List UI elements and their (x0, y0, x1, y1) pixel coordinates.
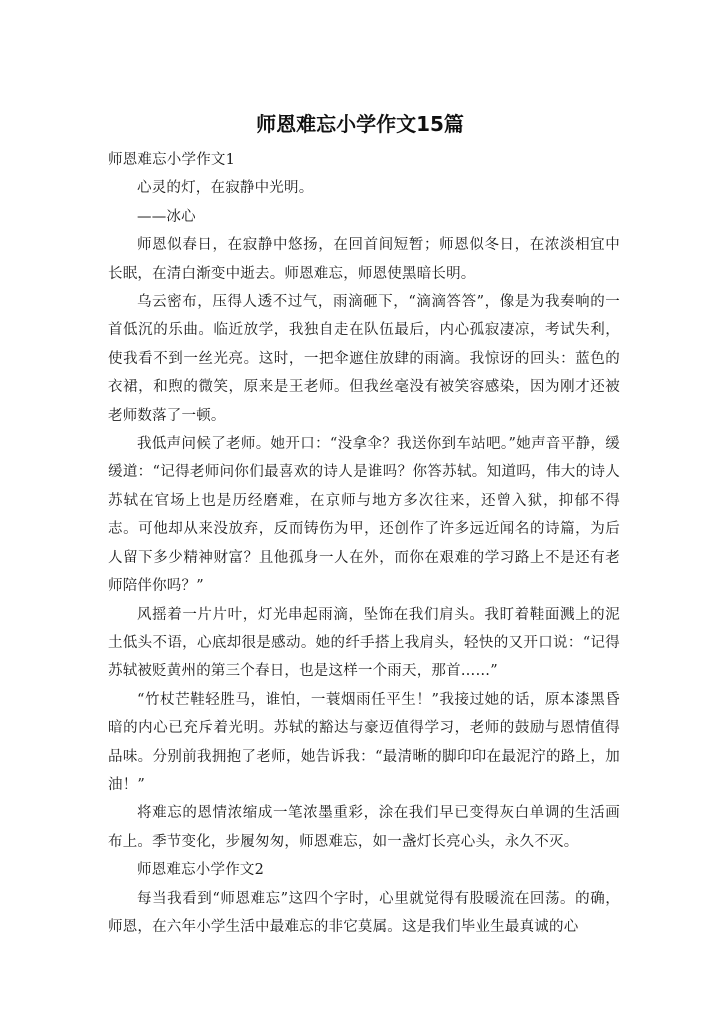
paragraph: 乌云密布，压得人透不过气，雨滴砸下，“滴滴答答”，像是为我奏响的一首低沉的乐曲。临近放学，我独自走在队伍最后，内心孤寂凄凉，考试失利，使我看不到一丝光亮。这时，一把伞遮住放肆的雨滴。我惊讶的回头：蓝色的衣裙，和煦的微笑，原来是王老师。但我丝毫没有被笑容感染，因为刚才还被老师数落了一顿。 (108, 294, 620, 424)
paragraph: 风摇着一片片叶，灯光串起雨滴，坠饰在我们肩头。我盯着鞋面溅上的泥土低头不语，心底却很是感动。她的纤手搭上我肩头，轻快的又开口说：“记得苏轼被贬黄州的第三个春日，也是这样一个雨天，那首……” (108, 606, 620, 680)
paragraph: 将难忘的恩情浓缩成一笔浓墨重彩，涂在我们早已变得灰白单调的生活画布上。季节变化，步履匆匆，师恩难忘，如一盏灯长亮心头，永久不灭。 (108, 805, 620, 850)
paragraph: 每当我看到“师恩难忘”这四个字时，心里就觉得有股暖流在回荡。的确，师恩，在六年小学生活中最难忘的非它莫属。这是我们毕业生最真诚的心 (108, 890, 620, 935)
paragraph: 师恩似春日，在寂静中悠扬，在回首间短暂；师恩似冬日，在浓淡相宜中长眠，在清白渐变中逝去。师恩难忘，师恩使黑暗长明。 (108, 237, 620, 282)
section-heading: 师恩难忘小学作文2 (137, 862, 265, 879)
document-title: 师恩难忘小学作文15篇 (256, 112, 464, 136)
paragraph: “竹杖芒鞋轻胜马，谁怕，一蓑烟雨任平生！”我接过她的话，原本漆黑昏暗的内心已充斥着光明。苏轼的豁达与豪迈值得学习，老师的鼓励与恩情值得品味。分别前我拥抱了老师，她告诉我：“最清晰的脚印印在最泥泞的路上，加油！” (108, 691, 620, 793)
section-heading: 师恩难忘小学作文1 (108, 152, 236, 168)
quote-attribution: ——冰心 (137, 208, 196, 225)
quote-line: 心灵的灯，在寂静中光明。 (137, 180, 314, 197)
document-body (108, 146, 620, 941)
paragraph: 我低声问候了老师。她开口：“没拿伞？我送你到车站吧。”她声音平静，缓缓道：“记得老师问你们最喜欢的诗人是谁吗？你答苏轼。知道吗，伟大的诗人苏轼在官场上也是历经磨难，在京师与地方多次往来，还曾入狱，抑郁不得志。可他却从来没放弃，反而铸伤为甲，还创作了许多远近闻名的诗篇，为后人留下多少精神财富？且他孤身一人在外，而你在艰难的学习路上不是还有老师陪伴你吗？” (108, 436, 620, 595)
